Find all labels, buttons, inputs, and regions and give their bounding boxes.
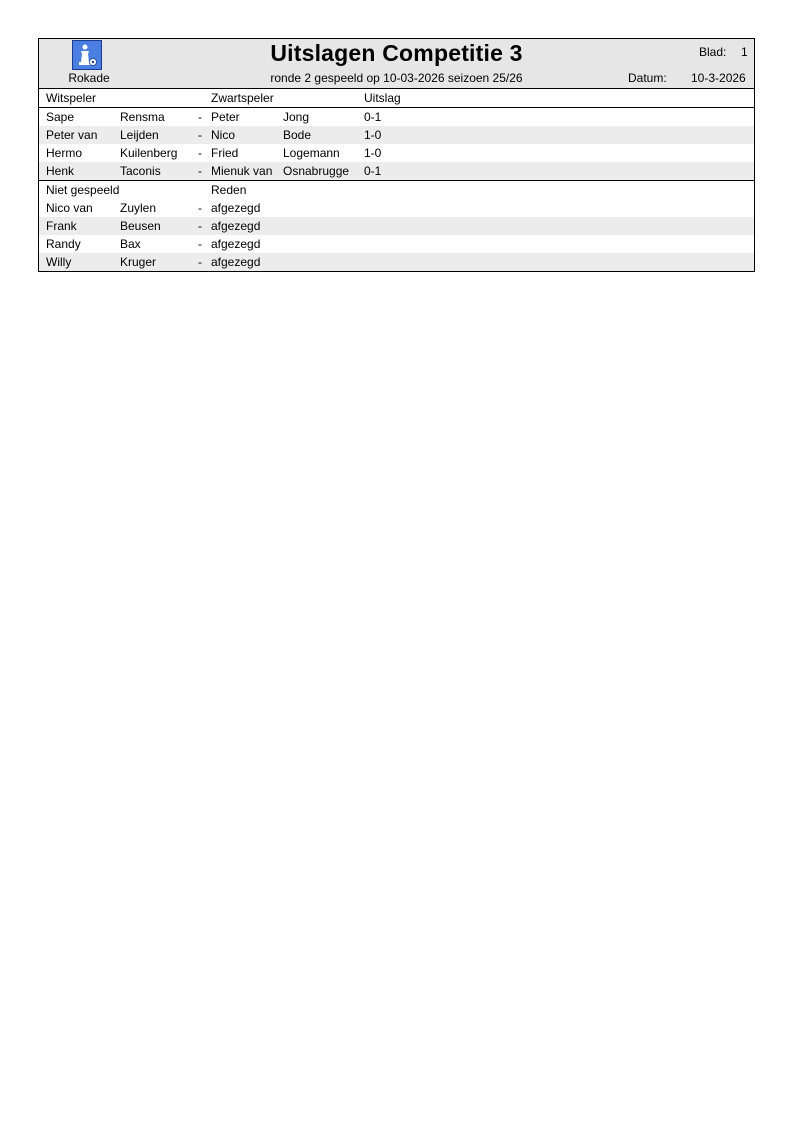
separator: - <box>198 237 202 251</box>
game-result: 1-0 <box>364 146 382 160</box>
player-first-name: Willy <box>46 255 72 269</box>
white-first-name: Henk <box>46 164 75 178</box>
page-number-value: 1 <box>741 45 748 59</box>
player-first-name: Randy <box>46 237 81 251</box>
absence-reason: afgezegd <box>211 201 261 215</box>
results-column-headers <box>39 89 754 108</box>
table-row <box>39 144 754 162</box>
game-result: 1-0 <box>364 128 382 142</box>
list-item <box>39 235 754 253</box>
sheet-header <box>39 39 754 89</box>
white-last-name: Kuilenberg <box>120 146 178 160</box>
absence-reason: afgezegd <box>211 237 261 251</box>
header-reason: Reden <box>211 183 247 197</box>
separator: - <box>198 201 202 215</box>
header-not-played: Niet gespeeld <box>46 183 120 197</box>
black-first-name: Nico <box>211 128 236 142</box>
player-first-name: Nico van <box>46 201 93 215</box>
not-played-column-headers <box>39 180 754 199</box>
white-last-name: Rensma <box>120 110 165 124</box>
black-last-name: Bode <box>283 128 312 142</box>
separator: - <box>198 110 202 124</box>
separator: - <box>198 164 202 178</box>
header-black-player: Zwartspeler <box>211 91 274 105</box>
white-last-name: Leijden <box>120 128 159 142</box>
separator: - <box>198 255 202 269</box>
white-first-name: Sape <box>46 110 75 124</box>
game-result: 0-1 <box>364 164 382 178</box>
player-last-name: Beusen <box>120 219 161 233</box>
table-row <box>39 126 754 144</box>
white-first-name: Peter van <box>46 128 98 142</box>
player-last-name: Kruger <box>120 255 157 269</box>
player-first-name: Frank <box>46 219 77 233</box>
results-sheet <box>38 38 755 272</box>
white-first-name: Hermo <box>46 146 83 160</box>
black-first-name: Mienuk van <box>211 164 273 178</box>
table-row <box>39 108 754 126</box>
game-result: 0-1 <box>364 110 382 124</box>
black-last-name: Logemann <box>283 146 340 160</box>
header-result: Uitslag <box>364 91 401 105</box>
page-title: Uitslagen Competitie 3 <box>270 40 523 66</box>
header-white-player: Witspeler <box>46 91 97 105</box>
date-label: Datum: <box>628 71 667 85</box>
player-last-name: Bax <box>120 237 141 251</box>
black-last-name: Jong <box>283 110 310 124</box>
separator: - <box>198 128 202 142</box>
black-last-name: Osnabrugge <box>283 164 350 178</box>
separator: - <box>198 219 202 233</box>
list-item <box>39 253 754 271</box>
white-last-name: Taconis <box>120 164 161 178</box>
list-item <box>39 199 754 217</box>
black-first-name: Fried <box>211 146 239 160</box>
absence-reason: afgezegd <box>211 219 261 233</box>
black-first-name: Peter <box>211 110 240 124</box>
date-value: 10-3-2026 <box>691 71 746 85</box>
club-name: Rokade <box>68 71 110 85</box>
player-last-name: Zuylen <box>120 201 157 215</box>
table-row <box>39 162 754 180</box>
absence-reason: afgezegd <box>211 255 261 269</box>
separator: - <box>198 146 202 160</box>
list-item <box>39 217 754 235</box>
page-number-label: Blad: <box>699 45 727 59</box>
round-subtitle: ronde 2 gespeeld op 10-03-2026 seizoen 25/26 <box>270 71 523 85</box>
